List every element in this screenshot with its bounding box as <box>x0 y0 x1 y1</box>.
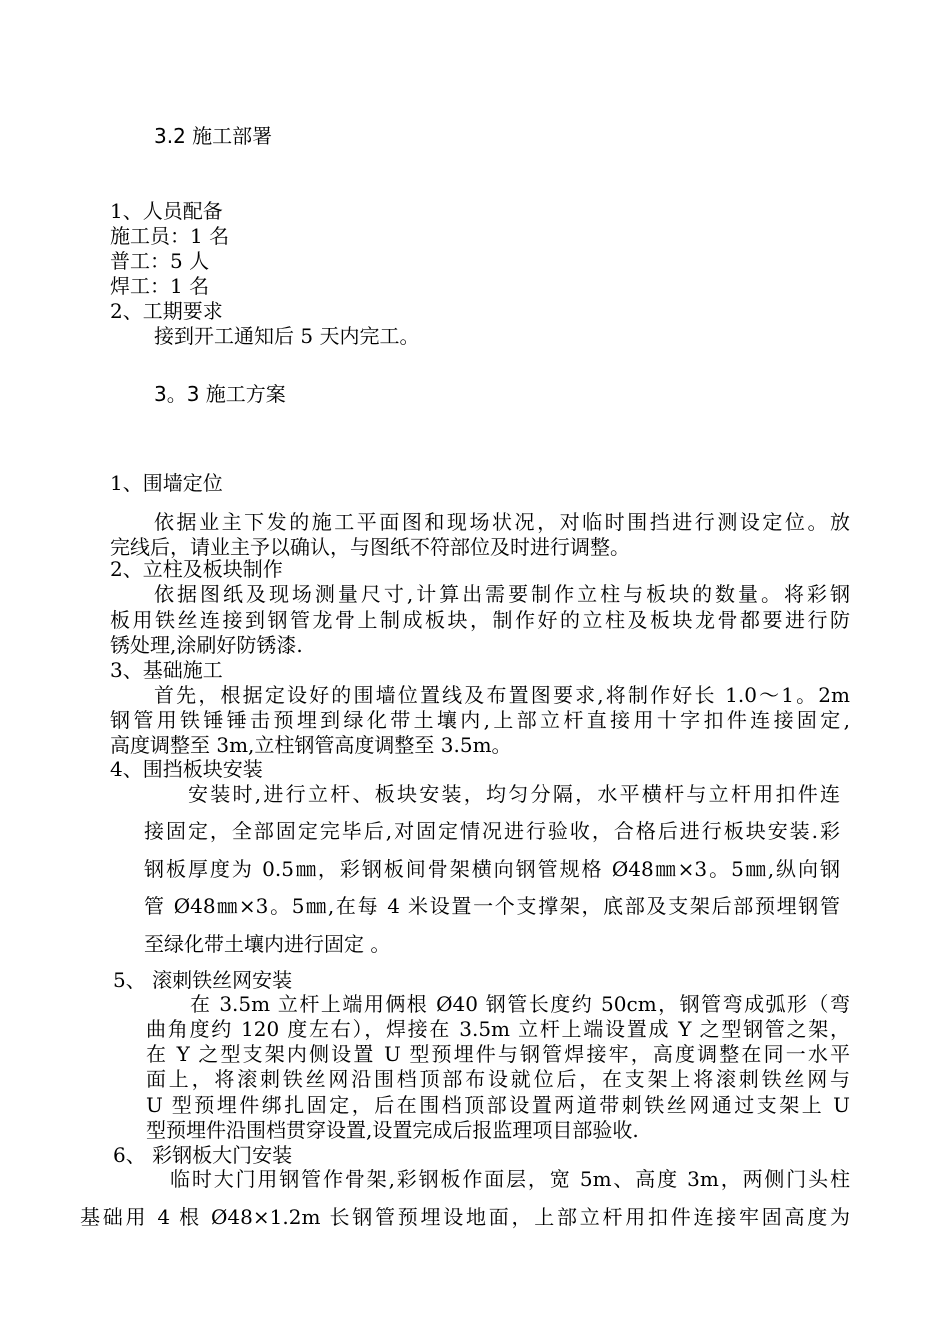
s2-line: 板用铁丝连接到钢管龙骨上制成板块，制作好的立柱及板块龙骨都要进行防 <box>110 608 850 632</box>
staffing-constructor: 施工员：1 名 <box>110 224 230 248</box>
s1-line: 完线后，请业主予以确认，与图纸不符部位及时进行调整。 <box>110 535 630 559</box>
s5-line: U 型预埋件绑扎固定，后在围档顶部设置两道带刺铁丝网通过支架上 U <box>146 1093 850 1117</box>
s4-line: 管 Ø48㎜×3。5㎜,在每 4 米设置一个支撑架，底部及支架后部预埋钢管 <box>144 894 840 918</box>
s4-line: 接固定，全部固定完毕后,对固定情况进行验收，合格后进行板块安装.彩 <box>144 819 840 843</box>
staffing-welder: 焊工：1 名 <box>110 274 210 298</box>
s5-line: 在 Y 之型支架内侧设置 U 型预埋件与钢管焊接牢，高度调整在同一水平 <box>146 1042 850 1066</box>
section-heading-3-2: 3.2 施工部署 <box>154 124 273 148</box>
schedule-text: 接到开工通知后 5 天内完工。 <box>154 324 420 348</box>
s4-line: 至绿化带土壤内进行固定 。 <box>144 932 391 956</box>
s6-line: 基础用 4 根 Ø48×1.2m 长钢管预埋设地面，上部立杆用扣件连接牢固高度为 <box>80 1205 850 1229</box>
schedule-title: 2、工期要求 <box>110 299 223 323</box>
s3-line: 高度调整至 3m,立柱钢管高度调整至 3.5m。 <box>110 733 512 757</box>
s2-line: 依据图纸及现场测量尺寸,计算出需要制作立柱与板块的数量。将彩钢 <box>154 582 850 606</box>
s6-title: 6、 彩钢板大门安装 <box>113 1143 293 1167</box>
s4-line: 安装时,进行立杆、板块安装，均匀分隔，水平横杆与立杆用扣件连 <box>188 782 840 806</box>
staffing-laborer: 普工：5 人 <box>110 249 210 273</box>
s2-title: 2、立柱及板块制作 <box>110 557 283 581</box>
s5-line: 面上，将滚刺铁丝网沿围档顶部布设就位后，在支架上将滚刺铁丝网与 <box>146 1067 850 1091</box>
s5-line: 曲角度约 120 度左右），焊接在 3.5m 立杆上端设置成 Y 之型钢管之架， <box>146 1017 850 1041</box>
s1-title: 1、围墙定位 <box>110 471 223 495</box>
s5-line: 在 3.5m 立杆上端用俩根 Ø40 钢管长度约 50cm，钢管弯成弧形（弯 <box>190 992 850 1016</box>
s3-line: 首先，根据定设好的围墙位置线及布置图要求,将制作好长 1.0～1。2m <box>154 683 850 707</box>
s5-line: 型预埋件沿围档贯穿设置,设置完成后报监理项目部验收. <box>146 1118 639 1142</box>
staffing-title: 1、人员配备 <box>110 199 223 223</box>
s2-line: 锈处理,涂刷好防锈漆. <box>110 633 303 657</box>
s6-line: 临时大门用钢管作骨架,彩钢板作面层，宽 5m、高度 3m，两侧门头柱 <box>170 1167 850 1191</box>
s1-line: 依据业主下发的施工平面图和现场状况，对临时围挡进行测设定位。放 <box>154 510 850 534</box>
section-heading-3-3: 3。3 施工方案 <box>154 382 286 406</box>
s3-line: 钢管用铁锤锤击预埋到绿化带土壤内,上部立杆直接用十字扣件连接固定, <box>110 708 850 732</box>
s5-title: 5、 滚刺铁丝网安装 <box>113 968 293 992</box>
s3-title: 3、基础施工 <box>110 658 223 682</box>
s4-title: 4、围挡板块安装 <box>110 757 263 781</box>
s4-line: 钢板厚度为 0.5㎜，彩钢板间骨架横向钢管规格 Ø48㎜×3。5㎜,纵向钢 <box>144 857 840 881</box>
